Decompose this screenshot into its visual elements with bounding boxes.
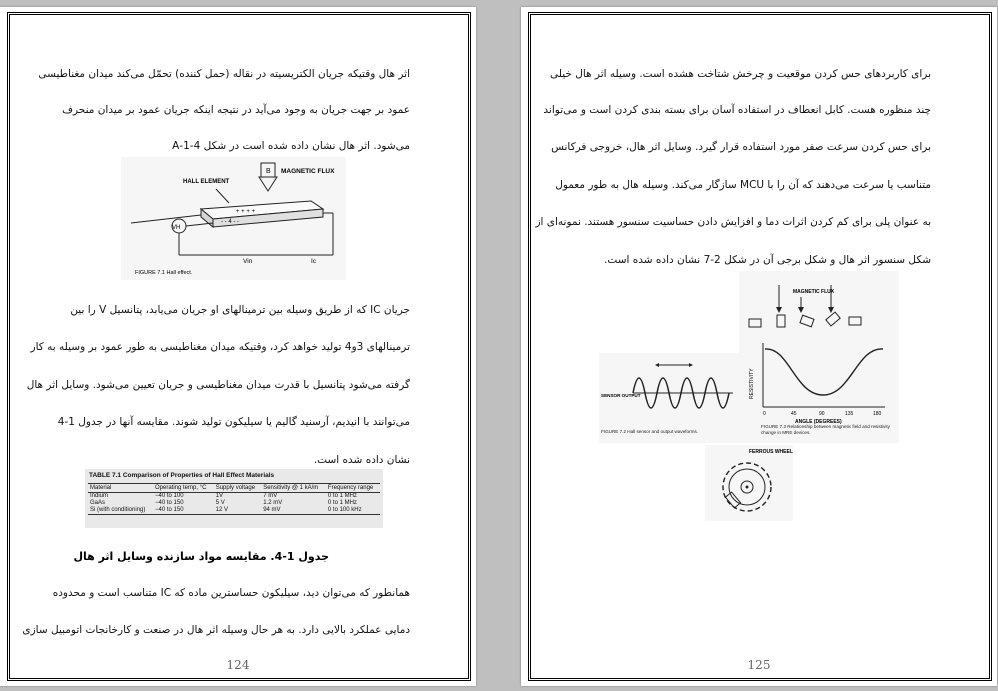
- paragraph-line: جریان IC که از طریق وسیله بین ترمینالهای او جریان می‌یابد، پتانسیل V را بین: [70, 304, 410, 316]
- paragraph-line: برای کاربردهای حس کردن موقعیت و چرخش شتاخت هشده است. وسیله اثر هال خیلی: [549, 68, 931, 80]
- tick-label: 90: [819, 411, 825, 417]
- paragraph-line: عمود بر جهت جریان به وجود می‌آید در نتیجه اینکه جریان عمود بر میدان منحرف: [62, 104, 410, 116]
- table-cell: 0 to 100 kHz: [326, 507, 380, 515]
- ferrous-wheel-figure: [705, 445, 793, 521]
- table-header: Material: [88, 484, 153, 493]
- b-label: B: [266, 168, 271, 175]
- table-cell: −40 to 150: [155, 500, 184, 506]
- hall-element-label: HALL ELEMENT: [183, 179, 230, 185]
- paragraph-line: چند منظوره هست. کابل انعطاف در استفاده آسان برای بسته بندی کردن است و می‌تواند: [543, 104, 931, 116]
- table-cell: 0 to 1 MHz: [327, 500, 357, 506]
- table-cell: GaAs: [90, 500, 106, 506]
- axis-label-y: RESISTIVITY: [749, 368, 755, 399]
- table-cell: 5 V: [215, 500, 225, 506]
- paragraph-line: شکل سنسور اثر هال و شکل برجی آن در شکل 2-7 نشان داده شده است.: [604, 254, 931, 266]
- table-cell: 7 mV: [263, 493, 278, 499]
- magnetic-flux-label: MAGNETIC FLUX: [793, 289, 835, 295]
- table-header: Supply voltage: [214, 484, 262, 493]
- table-cell: 12 V: [214, 507, 262, 515]
- ic-label: Ic: [311, 258, 317, 265]
- vh-label: VH: [172, 225, 181, 231]
- table-cell: 0 to 1 MHz: [327, 493, 357, 499]
- svg-text:FERROUS WHEEL: [749, 449, 793, 455]
- table-title: TABLE 7.1 Comparison of Properties of Hall Effect Materials: [89, 472, 275, 479]
- page-number: 125: [747, 658, 771, 672]
- table-header: Frequency range: [326, 484, 380, 493]
- table-caption: جدول 1-4. مقایسه مواد سازنده وسایل اثر هال: [73, 550, 329, 563]
- paragraph-line: دمایی عملکرد بالایی دارد. به هر حال وسیله اثر هال در صنعت و کارخانجات اتومبیل سازی: [22, 624, 410, 636]
- paragraph-line: می‌توانند با انیدیم، آرسنید گالیم یا سیلیکون تولید شوند. مقایسه آنها در جدول 1-4: [57, 416, 410, 428]
- vin-label: Vin: [243, 258, 253, 265]
- paragraph-line: ترمینالهای 3و4 تولید خواهد کرد، وقتیکه میدان مغناطیسی به طور عمود بر وسیله به کار: [30, 341, 410, 353]
- figure-caption: FIGURE 7.2 Hall sensor and output waveforms.: [601, 429, 699, 434]
- ferrous-wheel-label: FERROUS WHEEL: [749, 449, 793, 455]
- paragraph-line: نشان داده شده است.: [313, 454, 410, 466]
- sensor-output-label: SENSOR OUTPUT: [601, 393, 641, 398]
- paragraph-line: به عنوان پلی برای کم کردن اثرات دما و افزایش دادن حساسیت سنسور هستند. نمونه‌ای از: [535, 216, 931, 228]
- table-row: [88, 493, 380, 501]
- table-cell: Si (with conditioning): [88, 507, 153, 515]
- paragraph-line: می‌شود. اثر هال نشان داده شده است در شکل 4-1-A: [172, 140, 410, 152]
- tick-label: 45: [791, 411, 797, 417]
- resistivity-figure: [739, 271, 899, 443]
- table-header: Operating temp, °C: [153, 484, 214, 493]
- table-cell: 1V: [215, 493, 224, 499]
- tick-label: 180: [873, 411, 882, 417]
- paragraph-line: همانطور که می‌توان دید، سیلیکون حساسترین ماده که IC متناسب است و محدوده: [52, 587, 410, 599]
- waveform-figure: [599, 353, 739, 443]
- table-cell: −40 to 100: [155, 493, 184, 499]
- figure-caption: FIGURE 7.3 Relationship between magnetic field and resistivity change in MRE devices.: [761, 424, 890, 435]
- svg-text:- - 4 - -: - - 4 - -: [221, 219, 239, 225]
- axis-label-x: ANGLE (DEGREES): [795, 419, 842, 425]
- right-page: [521, 7, 997, 686]
- table-row: [88, 507, 380, 515]
- table-row: [88, 500, 380, 507]
- table-cell: 94 mV: [261, 507, 326, 515]
- paragraph-line: گرفته می‌شود پتانسیل با قدرت میدان مغناطیسی و جریان تعیین می‌شود. وسایل اثر هال: [26, 379, 410, 391]
- magnetic-flux-label: MAGNETIC FLUX: [281, 168, 335, 175]
- svg-text:+ + + +: + + + +: [236, 209, 256, 215]
- figure-caption: FIGURE 7.1 Hall effect.: [135, 270, 193, 276]
- hall-materials-table: [85, 469, 383, 528]
- table-cell: Indium: [90, 493, 109, 499]
- left-page: [0, 7, 476, 686]
- tick-label: 0: [763, 411, 766, 417]
- paragraph-line: اثر هال وقتیکه جریان الکتریسیته در نقاله (حمل کننده) تحمّل می‌کند میدان مغناطیسی: [38, 68, 410, 80]
- paragraph-line: برای حس کردن سرعت صفر مورد استفاده قرار گیرد. وسایل اثر هال، خروجی فرکانس: [551, 141, 931, 153]
- hall-effect-figure: [121, 157, 346, 280]
- paragraph-line: متناسب یا سرعت می‌دهند که آن را با MCU سازگار می‌کند. وسیله هال به طور معمول: [555, 179, 931, 191]
- table-cell: −40 to 150: [153, 507, 214, 515]
- tick-label: 135: [845, 411, 854, 417]
- table-cell: 1.2 mV: [263, 500, 283, 506]
- table-header: Sensitivity @ 1 kA/m: [261, 484, 326, 493]
- page-number: 124: [226, 658, 250, 672]
